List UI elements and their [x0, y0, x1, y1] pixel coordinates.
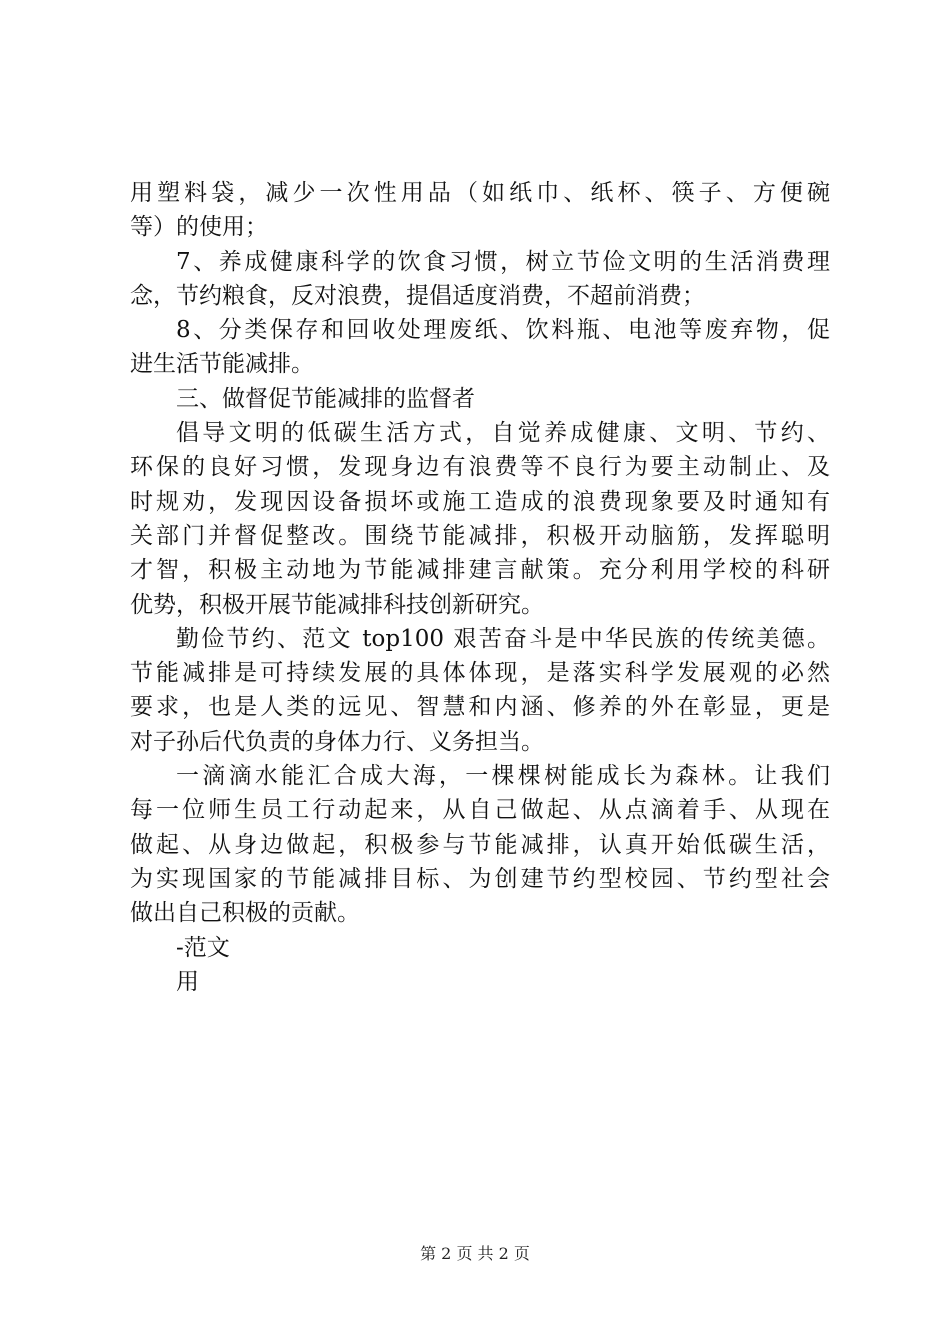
text-line: 一滴滴水能汇合成大海，一棵棵树能成长为森林。让我们	[176, 763, 830, 790]
text-line: 倡导文明的低碳生活方式，自觉养成健康、文明、节约、	[176, 420, 830, 447]
text-line: 每一位师生员工行动起来，从自己做起、从点滴着手、从现在	[130, 797, 830, 824]
document-body	[130, 176, 830, 999]
text-line: 进生活节能减排。	[130, 351, 314, 378]
text-line: 做起、从身边做起，积极参与节能减排，认真开始低碳生活，	[130, 831, 830, 858]
text-line: -范文	[176, 934, 230, 961]
text-line: 优势，积极开展节能减排科技创新研究。	[130, 591, 544, 618]
text-line: 为实现国家的节能减排目标、为创建节约型校园、节约型社会	[130, 865, 830, 892]
text-line: 环保的良好习惯，发现身边有浪费等不良行为要主动制止、及	[130, 454, 830, 481]
text-line: 8、分类保存和回收处理废纸、饮料瓶、电池等废弃物，促	[176, 317, 830, 344]
text-line: 念，节约粮食，反对浪费，提倡适度消费，不超前消费；	[130, 282, 705, 309]
text-line: 勤俭节约、范文 top100 艰苦奋斗是中华民族的传统美德。	[176, 625, 830, 652]
text-line: 7、养成健康科学的饮食习惯，树立节俭文明的生活消费理	[176, 248, 830, 275]
text-line: 要求，也是人类的远见、智慧和内涵、修养的外在彰显，更是	[130, 694, 830, 721]
section-heading: 三、做督促节能减排的监督者	[176, 385, 475, 412]
text-line: 做出自己积极的贡献。	[130, 900, 360, 927]
page-number-footer: 第 2 页 共 2 页	[420, 1244, 530, 1263]
text-line: 对子孙后代负责的身体力行、义务担当。	[130, 728, 544, 755]
text-line: 关部门并督促整改。围绕节能减排，积极开动脑筋，发挥聪明	[130, 522, 830, 549]
text-line: 用塑料袋，减少一次性用品（如纸巾、纸杯、筷子、方便碗	[130, 180, 830, 206]
text-line: 才智，积极主动地为节能减排建言献策。充分利用学校的科研	[130, 557, 830, 584]
text-line: 节能减排是可持续发展的具体体现，是落实科学发展观的必然	[130, 660, 830, 687]
text-line: 等）的使用；	[130, 214, 268, 241]
text-line: 时规劝，发现因设备损坏或施工造成的浪费现象要及时通知有	[130, 488, 830, 515]
text-line: 用	[176, 968, 199, 995]
